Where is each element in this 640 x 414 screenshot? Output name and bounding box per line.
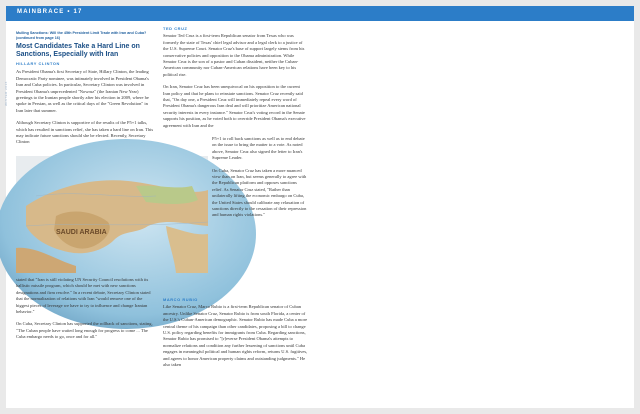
magazine-page xyxy=(6,6,634,408)
article-headline: Most Candidates Take a Hard Line on Sanctions, Especially with Iran xyxy=(16,43,140,58)
paragraph: Senator Ted Cruz is a first-term Republican senator from Texas who was formerly the state of Texas' chief legal advisor and a legal clerk to a justice of the U.S. Supreme Court. Senator Cruz's base of support largely stems from his conservative policies and opposition to the Obama administration. While Senator Cruz is the son of a pastor and Cuban dissident, neither the Cuban-American community nor Cuban-American relations have been key to his political rise. xyxy=(163,33,305,77)
map-label: SAUDI ARABIA xyxy=(56,229,107,236)
header-band xyxy=(6,6,634,21)
margin-note: WINTER 2016 xyxy=(4,81,8,106)
globe-illustration xyxy=(16,156,208,273)
running-header: MAINBRACE • 17 xyxy=(17,9,83,15)
paragraph: stated that "Iran is still violating UN Security Council resolutions with its ballistic missile program, which should be met with new sanctions designations and firm resolve." In a recent debate, Secretary Clinton stated that the normalization of relations with Iran "would remove one of the biggest pieces of leverage we have to try to influence and change Iranian behavior." xyxy=(16,277,151,315)
right-column-top xyxy=(163,26,308,135)
section-label-cruz: TED CRUZ xyxy=(163,26,188,31)
byline-clinton: HILLARY CLINTON xyxy=(16,61,60,66)
paragraph: Although Secretary Clinton is supportive of the results of the P5+1 talks, which has resulted in sanctions relief, she has taken a hard line on Iran. This may indicate future sanctions should she be elected. Recently, Secretary Clinton xyxy=(16,120,154,145)
left-column-top xyxy=(16,31,156,152)
paragraph: On Cuba, Secretary Clinton has supported the rollback of sanctions, stating, "The Cuban people have waited long enough for progress to come ... The Cuba embargo needs to go, once and for all." xyxy=(16,321,153,340)
paragraph: Like Senator Cruz, Marco Rubio is a first-term Republican senator of Cuban ancestry. Unlike Senator Cruz, Senator Rubio is from south Florida, a center of the U.S.'s Cuban-American demographic. Senator Rubio has made Cuba a more central theme of his campaign than other candidates, proposing a bill to change U.S. policy regarding benefits for immigrants from Cuba. Regarding sanctions, Senator Rubio has promised to "[r]everse President Obama's attempts to normalize relations and condition any further lessening of sanctions until Cuba engages in meaningful political and human rights reform, returns U.S. fugitives, and agrees to honor American property claims and outstanding judgments." He also taken xyxy=(163,304,308,368)
right-column-bottom xyxy=(163,297,308,374)
paragraph: P5+1 to roll back sanctions as well as to end debate on the issue to bring the matter to a vote. As noted above, Senator Cruz also signed the letter to Iran's Supreme Leader. xyxy=(212,136,305,161)
paragraph: On Cuba, Senator Cruz has taken a more nuanced view than on Iran, but seems generally to agree with the Republican platform and opposes sanctions relief. As Senator Cruz stated, "Rather than unilaterally lifting the economic embargo on Cuba, the United States should calibrate any relaxation of sanctions directly to the cessation of their repression and human rights violations." xyxy=(212,167,307,218)
paragraph: On Iran, Senator Cruz has been unequivocal on his opposition to the current Iran policy and that he plans to reinstate sanctions. Senator Cruz recently said that, "On day one, a President Cruz will immediately repeal every word of President Obama's dangerous Iran deal and will prioritize American national security interests in every instance." Senator Cruz's voting record in the Senate supports his position, as he voted both to override President Obama's executive agreement with Iran and the xyxy=(163,84,306,128)
left-column-bottom xyxy=(16,277,156,347)
globe-photo xyxy=(16,156,208,273)
continued-kicker: Mulling Sanctions: Will the 45th President Limit Trade with Iran and Cuba? (continued from page 16) xyxy=(16,31,147,40)
right-column-wrap xyxy=(212,136,308,225)
paragraph: As President Obama's first Secretary of State, Hillary Clinton, the leading Democratic Party nominee, was intimately involved in President Obama's Iran and Cuba policies. In particular, Secretary Clinton was involved in President Obama's unprecedented "Nowruz" (the Iranian New Year) greetings to the Iranian people shortly after his election in 2009, where he spoke in Persian, as well as the critical days of the "Green Revolution" in Iran later that summer. xyxy=(16,69,149,113)
section-label-rubio: MARCO RUBIO xyxy=(163,297,198,302)
